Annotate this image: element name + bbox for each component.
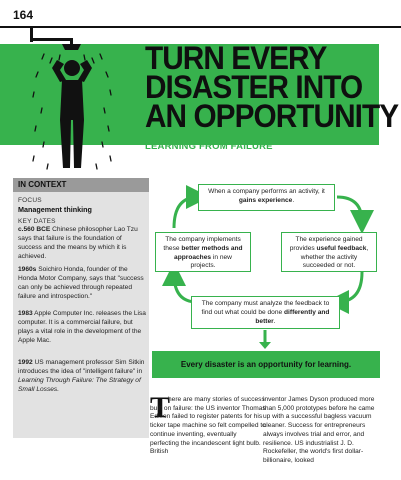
diagram-text: in new projects. xyxy=(190,253,232,270)
diagram-text-bold: differently and better xyxy=(255,308,330,325)
diagram-text-bold: gains experience xyxy=(238,196,293,204)
sidebar-heading: IN CONTEXT xyxy=(13,178,149,192)
diagram-text: . xyxy=(273,317,276,325)
diagram-step-experience xyxy=(198,184,335,211)
focus-label: FOCUS xyxy=(18,197,42,204)
key-dates-label: KEY DATES xyxy=(18,218,56,225)
key-date: c.560 BCE xyxy=(18,226,51,233)
diagram-step-implement xyxy=(155,232,251,272)
title-line-2: DISASTER INTO xyxy=(145,69,363,105)
title-line-1: TURN EVERY xyxy=(145,40,327,76)
title-line-3: AN OPPORTUNITY xyxy=(145,98,399,134)
diagram-text: The company must analyze the feedback to find out what could be done xyxy=(201,300,330,316)
key-date-entry xyxy=(18,226,146,262)
key-date: 1983 xyxy=(18,310,33,317)
diagram-text: The experience gained provides xyxy=(289,236,363,252)
key-date-text: US management professor Sim Sitkin introduces the idea of "intelligent failure" in xyxy=(18,359,145,375)
diagram-text: , whether the activity succeeded or not. xyxy=(300,244,369,270)
body-column-2: inventor James Dyson produced more than 5,000 prototypes before he came up with a successful bagless vacuum cleaner. Success for entrepreneurs always involves trial and error, and resilience. US industrialist J. D. Rockefeller, the world's first dollar-billionaire, looked xyxy=(263,396,375,464)
key-date-title: Learning Through Failure: The Strategy of Small Losses. xyxy=(18,376,141,393)
in-context-sidebar xyxy=(13,178,149,438)
key-date-entry xyxy=(18,310,146,346)
key-date-text: Apple Computer Inc. releases the Lisa computer. It is a commercial failure, but plays a vital role in the development of the Apple Mac. xyxy=(18,310,146,344)
diagram-step-feedback xyxy=(281,232,377,272)
page-subtitle: LEARNING FROM FAILURE xyxy=(145,141,273,152)
diagram-text: The company implements these xyxy=(163,236,241,252)
key-date: 1992 xyxy=(18,359,33,366)
diagram-text: When a company performs an activity, it xyxy=(208,188,325,195)
diagram-step-analyze xyxy=(191,296,340,329)
body-column-1: here are many stories of success built on failure: the US inventor Thomas Edison failed to register patents for his ticker tape machine so felt compelled to continue inventing, eventually perfecting the incandescent light bulb. British xyxy=(150,396,266,456)
key-date-entry xyxy=(18,359,146,395)
page-number: 164 xyxy=(13,8,34,22)
key-date-text: Chinese philosopher Lao Tzu says that failure is the foundation of success and the means by which it is achieved. xyxy=(18,226,138,260)
down-arrow-icon xyxy=(258,330,272,350)
focus-value: Management thinking xyxy=(18,205,92,214)
key-date: 1960s xyxy=(18,266,37,273)
page-title xyxy=(145,40,399,134)
diagram-text-bold: useful feedback xyxy=(316,244,367,252)
diagram-text: . xyxy=(292,196,295,204)
key-date-text: Soichiro Honda, founder of the Honda Motor Company, says that "success can only be achieved through repeated failure and introspection." xyxy=(18,266,144,300)
diagram-text-bold: better methods and approaches xyxy=(174,244,243,261)
key-takeaway-banner: Every disaster is an opportunity for learning. xyxy=(152,351,380,378)
drop-cap: T xyxy=(150,391,171,424)
man-under-shower-illustration xyxy=(24,28,120,174)
key-date-entry xyxy=(18,266,146,302)
